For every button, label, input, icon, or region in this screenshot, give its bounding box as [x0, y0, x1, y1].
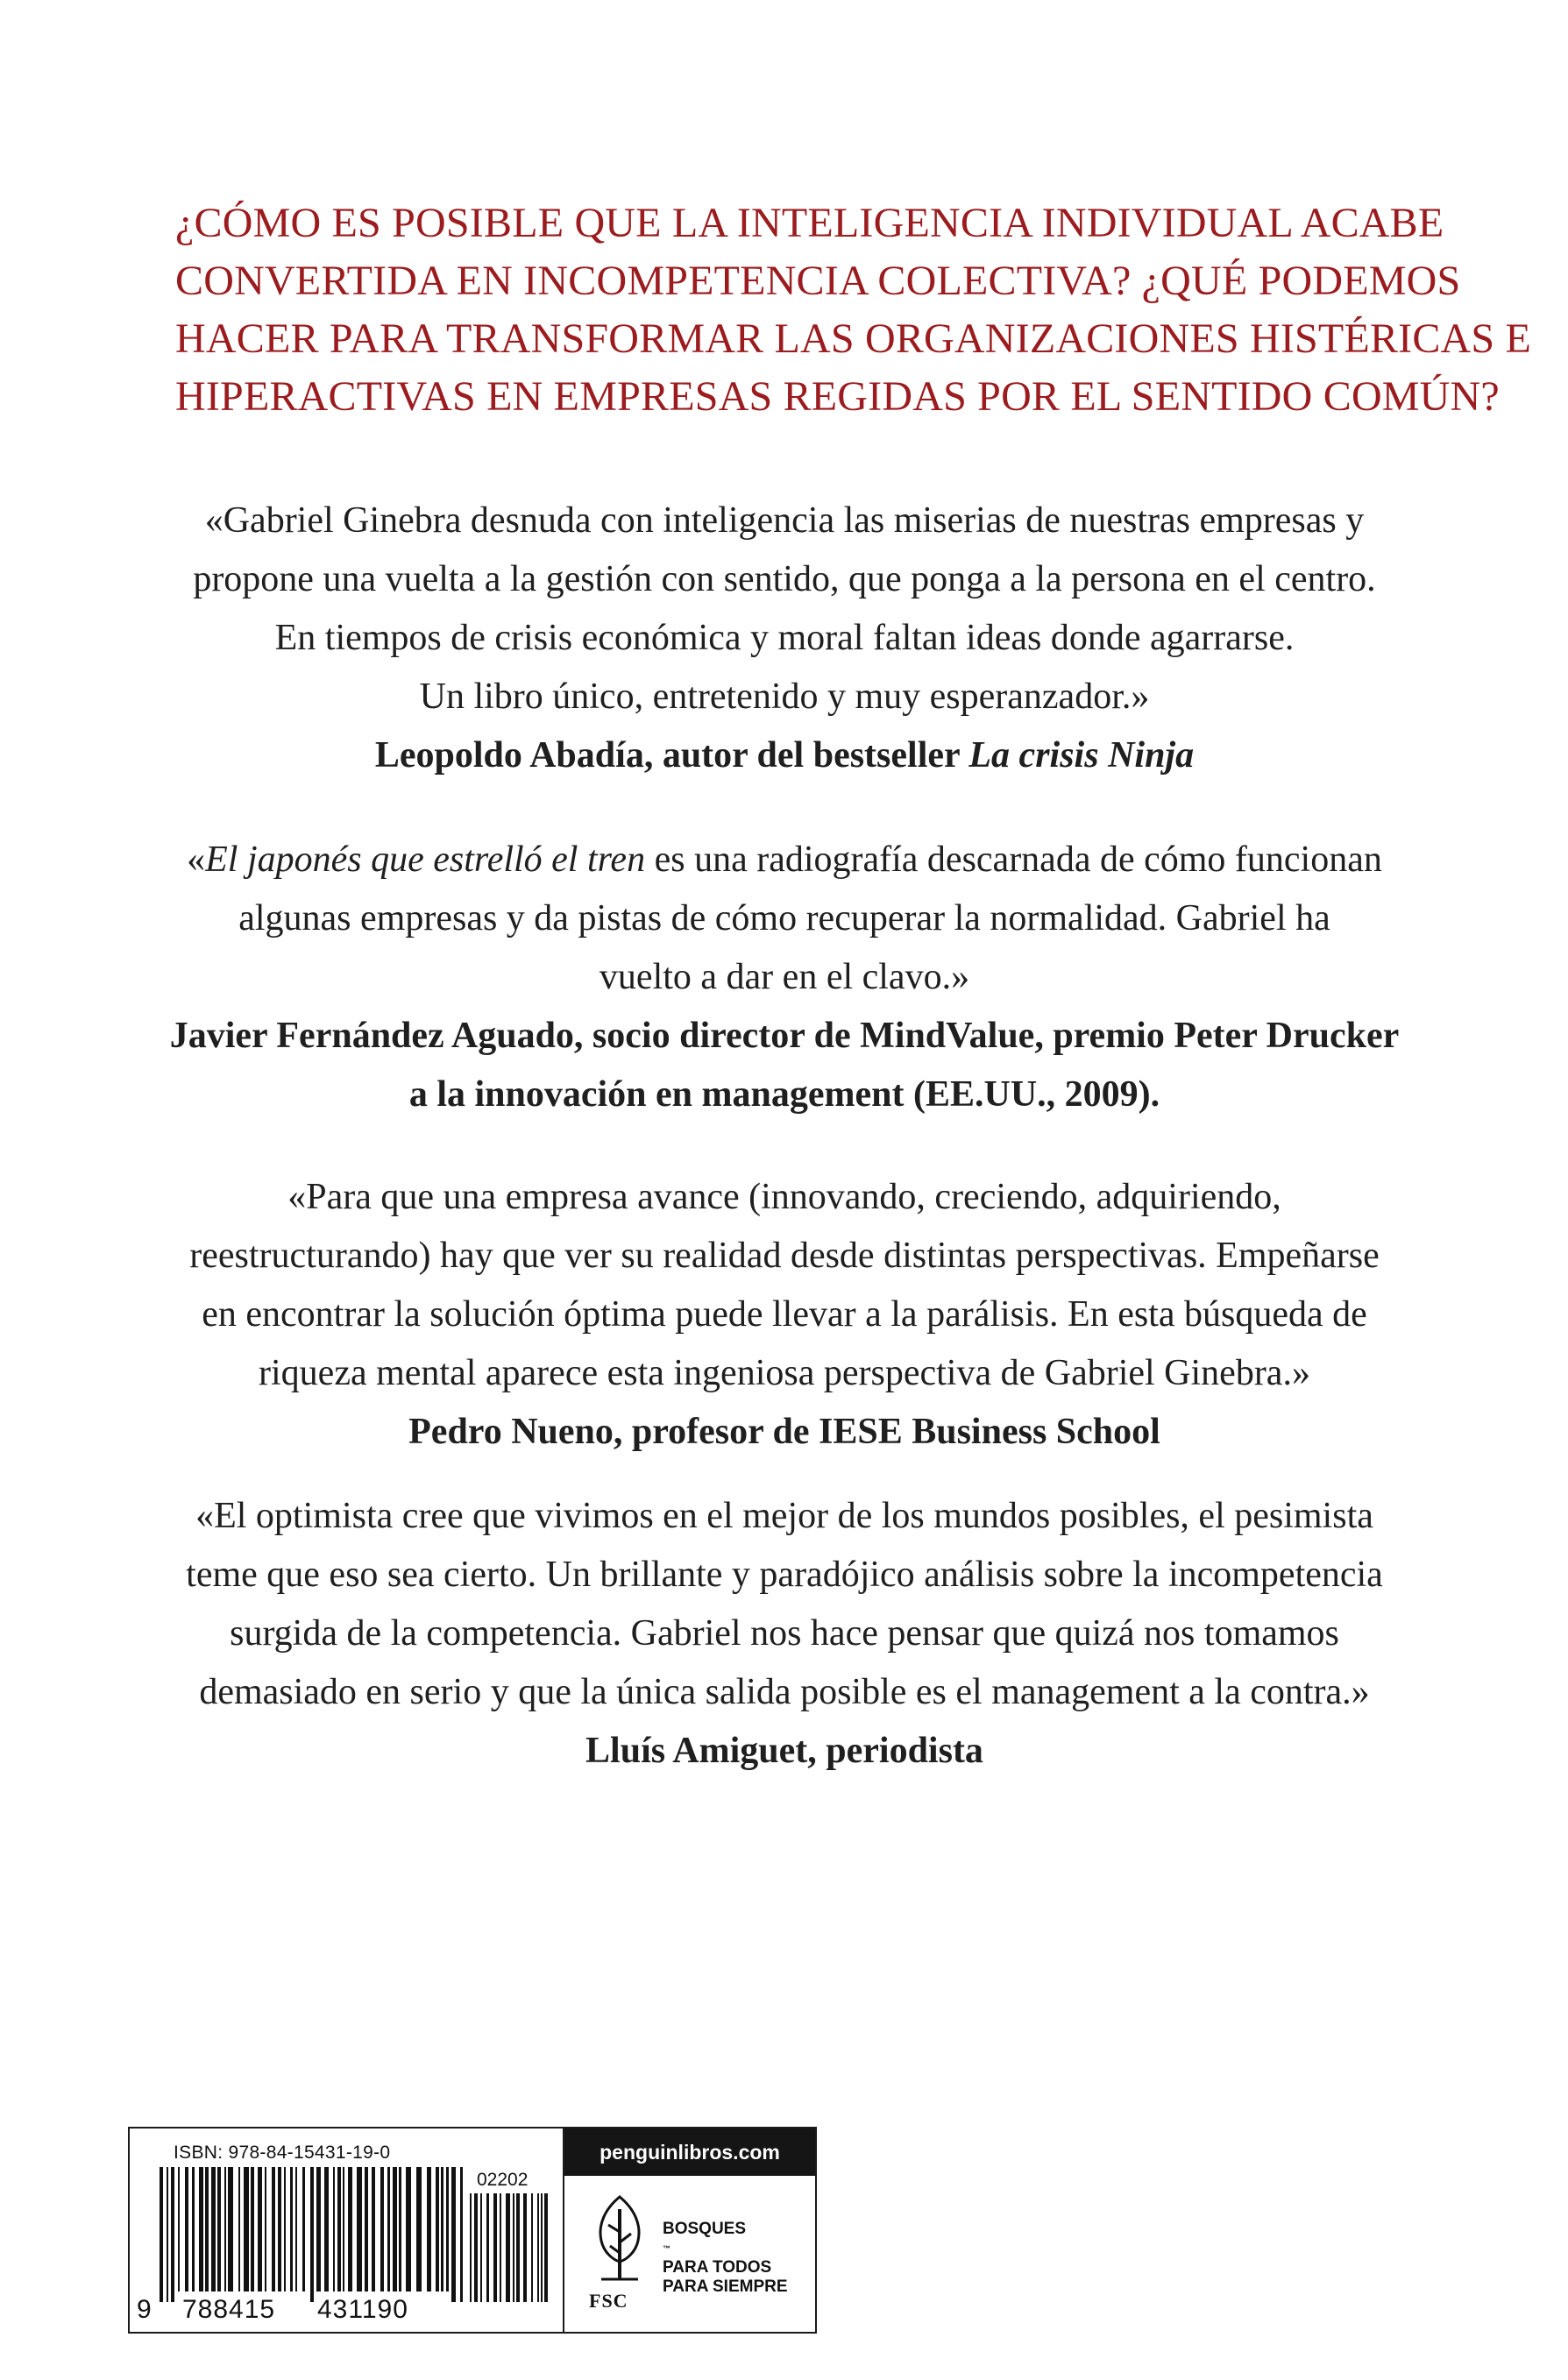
blurb-line: Un libro único, entretenido y muy esperanzador.» [419, 676, 1150, 717]
barcode-bar [544, 2193, 548, 2302]
headline-line: ¿CÓMO ES POSIBLE QUE LA INTELIGENCIA INDIVIDUAL ACABE [175, 200, 1444, 246]
blurb-line: En tiempos de crisis económica y moral faltan ideas donde agarrarse. [274, 618, 1295, 658]
headline-line: HACER PARA TRANSFORMAR LAS ORGANIZACIONES HISTÉRICAS E [175, 315, 1532, 362]
barcode-bar [365, 2167, 368, 2291]
barcode-bar [416, 2167, 422, 2291]
barcode-bar [337, 2167, 341, 2291]
barcode-bar [199, 2167, 203, 2291]
blurb-line: «Para que una empresa avance (innovando, creciendo, adquiriendo, [287, 1177, 1281, 1217]
blurb-line: «El optimista cree que vivimos en el mejor de los mundos posibles, el pesimista [195, 1496, 1373, 1536]
forest-word: BOSQUES [663, 2220, 747, 2238]
blurb-line: propone una vuelta a la gestión con sentido, que ponga a la persona en el centro. [193, 559, 1376, 599]
barcode-bar [348, 2167, 352, 2291]
barcode-bar [272, 2167, 275, 2291]
barcode-bar [531, 2193, 533, 2302]
headline-line: HIPERACTIVAS EN EMPRESAS REGIDAS POR EL SENTIDO COMÚN? [175, 373, 1500, 420]
barcode-bar [228, 2167, 233, 2291]
barcode-bar [217, 2167, 221, 2291]
barcode-bar [211, 2167, 216, 2291]
barcode-bar [284, 2167, 286, 2291]
forest-line: PARA SIEMPRE [663, 2277, 788, 2296]
barcode-bar [513, 2193, 514, 2302]
barcode-bar [474, 2193, 478, 2302]
barcode-bar [244, 2167, 249, 2291]
forest-slogan [663, 2220, 788, 2297]
barcode-bar [537, 2193, 539, 2302]
barcode-bar [523, 2193, 527, 2302]
open-quote: « [187, 839, 206, 880]
barcode-bar [516, 2193, 520, 2302]
blurb-author [131, 726, 1437, 785]
barcode-bar [265, 2167, 266, 2291]
barcode-bar [427, 2167, 431, 2291]
barcode-bar [506, 2193, 510, 2302]
barcode-bar [192, 2167, 195, 2291]
barcode-bar [238, 2167, 240, 2291]
book-title: La crisis Ninja [968, 735, 1195, 776]
barcode-bar [480, 2193, 482, 2302]
blurb-abadia [131, 492, 1437, 785]
barcode-bar [171, 2167, 174, 2302]
blurb-line: surgida de la competencia. Gabriel nos hace pensar que quizá nos tomamos [230, 1613, 1339, 1654]
barcode-bar [357, 2167, 362, 2291]
trademark: ™ [663, 2244, 670, 2253]
fsc-label: FSC [589, 2290, 628, 2312]
barcode-bar [460, 2167, 463, 2302]
barcode-bar [205, 2167, 209, 2291]
barcode-bar [372, 2167, 375, 2291]
barcode-bar [380, 2167, 384, 2291]
barcode-bar [387, 2167, 390, 2291]
blurb-line: en encontrar la solución óptima puede llevar a la parálisis. En esta búsqueda de [202, 1294, 1367, 1335]
blurb-text: es una radiografía descarnada de cómo funcionan [645, 839, 1382, 880]
barcode-bar [310, 2167, 314, 2302]
barcode-panel [128, 2127, 817, 2334]
barcode-bar [451, 2167, 456, 2302]
blurb-line [131, 831, 1437, 889]
barcode-bar [541, 2193, 543, 2302]
barcode-bar [295, 2167, 297, 2291]
ean-group-left: 788415 [182, 2295, 276, 2324]
forest-line: PARA TODOS [663, 2258, 772, 2277]
barcode-bar [406, 2167, 411, 2291]
barcode-area [130, 2129, 563, 2332]
barcode-bar [486, 2193, 489, 2302]
blurb-line: algunas empresas y da pistas de cómo recuperar la normalidad. Gabriel ha [238, 898, 1330, 939]
blurb-author: Lluís Amiguet, periodista [585, 1731, 983, 1771]
barcode-bar [178, 2167, 180, 2291]
barcode-bar [290, 2167, 293, 2291]
blurb-line: vuelto a dar en el clavo.» [599, 957, 970, 997]
blurb-author: Pedro Nueno, profesor de IESE Business School [408, 1412, 1160, 1452]
barcode-bar [399, 2167, 401, 2291]
blurb-line: demasiado en serio y que la única salida posible es el management a la contra.» [199, 1672, 1370, 1712]
price-code: 02202 [477, 2170, 529, 2190]
barcode-bar [185, 2167, 188, 2291]
blurb-author: a la innovación en management (EE.UU., 2009). [408, 1074, 1160, 1115]
blurb-nueno [131, 1168, 1437, 1462]
barcode-bar [393, 2167, 397, 2291]
isbn-label: ISBN: 978-84-15431-19-0 [174, 2143, 391, 2163]
blurb-author: Javier Fernández Aguado, socio director de MindValue, premio Peter Drucker [169, 1016, 1400, 1056]
publisher-website: penguinlibros.com [564, 2129, 815, 2176]
barcode-bar [493, 2193, 497, 2302]
blurb-line: reestructurando) hay que ver su realidad desde distintas perspectivas. Empeñarse [189, 1236, 1380, 1276]
barcode-bar [224, 2167, 226, 2291]
barcode-bar [343, 2167, 344, 2291]
barcode-bar [278, 2167, 281, 2291]
fsc-tree-icon [589, 2192, 650, 2288]
barcode-bar [500, 2193, 501, 2302]
forest-line [663, 2220, 788, 2258]
book-title: El japonés que estrelló el tren [205, 839, 646, 880]
blurb-line: «Gabriel Ginebra desnuda con inteligencia las miserias de nuestras empresas y [204, 500, 1365, 541]
barcode-bar [160, 2167, 163, 2302]
blurb-amiguet [131, 1487, 1437, 1781]
barcode-bar [436, 2167, 439, 2291]
barcode-bar [333, 2167, 335, 2291]
ean-group-right: 431190 [317, 2295, 408, 2324]
barcode-bar [470, 2193, 472, 2302]
blurb-fernandez-aguado [131, 831, 1437, 1124]
headline-line: CONVERTIDA EN INCOMPETENCIA COLECTIVA? ¿QUÉ PODEMOS [175, 258, 1461, 304]
barcode-bar [258, 2167, 262, 2291]
barcode-bar [167, 2167, 168, 2302]
barcode-bar [441, 2167, 443, 2291]
barcode-bar [316, 2167, 321, 2291]
blurb-line: teme que eso sea cierto. Un brillante y paradójico análisis sobre la incompetencia [186, 1555, 1383, 1595]
cover-headline [175, 195, 1532, 426]
blurb-line: riqueza mental aparece esta ingeniosa perspectiva de Gabriel Ginebra.» [259, 1353, 1310, 1393]
author-name: Leopoldo Abadía, autor del bestseller [374, 735, 969, 776]
barcode-bar [446, 2167, 449, 2291]
publisher-panel [563, 2129, 815, 2332]
barcode-bar [251, 2167, 254, 2291]
barcode-bar [302, 2167, 305, 2291]
ean-lead-digit: 9 [137, 2295, 153, 2324]
barcode-bar [324, 2167, 329, 2291]
